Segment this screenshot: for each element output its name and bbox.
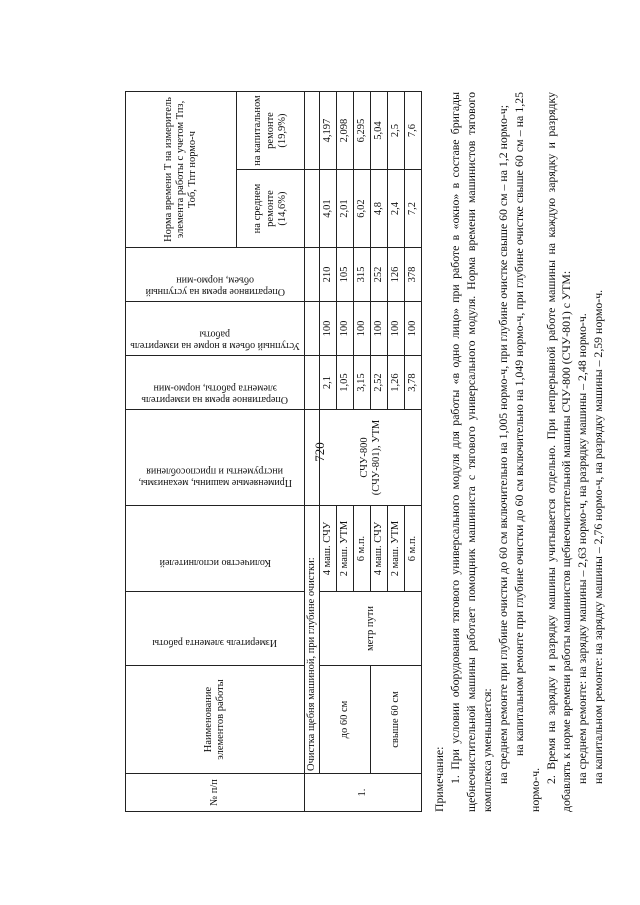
vol-cell: 100	[388, 302, 405, 356]
section-title: Очистка щебня машиной, при глубине очистки:	[305, 506, 320, 774]
opv-cell: 315	[354, 248, 371, 302]
section-filler	[305, 302, 320, 356]
note-2a: на среднем ремонте: на зарядку машины – 2,63 нормо-ч, на разрядку машины – 2,48 нормо-ч.	[575, 313, 590, 784]
header-norm-avg: на среднем ремонте (14,6%)	[237, 170, 305, 248]
op-cell: 3,15	[354, 356, 371, 410]
note-1: 1. При условии оборудования тягового универсального модуля для работы «в одно лицо» при работе в «окно» в составе бригады щебнеочистительной машины работает помощник машиниста с тягового универсального модуля. Норма времени машинистов тягового комплекса уменьшается:	[447, 92, 494, 812]
section-filler	[305, 410, 320, 506]
opv-cell: 126	[388, 248, 405, 302]
count-cell: 2 маш. УТМ	[337, 506, 354, 592]
cap-cell: 6,295	[354, 92, 371, 170]
note-1b: на капитальном ремонте при глубине очистки до 60 см включительно на 1,049 нормо-ч, при глубине очистке свыше 60 см – на 1,25 нормо-ч.	[511, 92, 542, 812]
count-cell: 6 м.п.	[354, 506, 371, 592]
cap-cell: 4,197	[320, 92, 337, 170]
op-cell: 2,1	[320, 356, 337, 410]
header-norm-group: Норма времени Т на измеритель элемента работы с учетом Тпз, Тоб, Тпт нормо-ч	[126, 92, 237, 248]
count-cell: 4 маш. СЧУ	[371, 506, 388, 592]
header-op-time: Оперативное время на измеритель элемента работы, нормо-мин	[126, 356, 305, 410]
avg-cell: 4,01	[320, 170, 337, 248]
group-name: до 60 см	[320, 666, 371, 774]
avg-cell: 4,8	[371, 170, 388, 248]
section-filler	[305, 92, 320, 170]
norms-table	[125, 91, 422, 812]
op-cell: 1,05	[337, 356, 354, 410]
header-count: Количество исполнителей	[126, 506, 305, 592]
vol-cell: 100	[320, 302, 337, 356]
page-number: 720	[312, 442, 327, 462]
header-op-time-volume: Оперативное время на уступный объем, нормо-мин	[126, 248, 305, 302]
avg-cell: 7,2	[405, 170, 422, 248]
cap-cell: 5,04	[371, 92, 388, 170]
avg-cell: 6,02	[354, 170, 371, 248]
opv-cell: 105	[337, 248, 354, 302]
header-meter: Измеритель элемента работы	[126, 592, 305, 666]
avg-cell: 2,4	[388, 170, 405, 248]
avg-cell: 2,01	[337, 170, 354, 248]
rotated-content	[125, 92, 606, 812]
note-2b: на капитальном ремонте: на зарядку машины – 2,76 нормо-ч, на разрядку машины – 2,59 нормо-ч.	[591, 289, 606, 784]
table-row	[320, 92, 337, 812]
cap-cell: 7,6	[405, 92, 422, 170]
op-cell: 2,52	[371, 356, 388, 410]
note-1a: на среднем ремонте при глубине очистки до 60 см включительно на 1,005 нормо-ч, при глубине очистке свыше 60 см – на 1,2 нормо-ч;	[495, 104, 510, 784]
vol-cell: 100	[337, 302, 354, 356]
cap-cell: 2,098	[337, 92, 354, 170]
count-cell: 4 маш. СЧУ	[320, 506, 337, 592]
count-cell: 6 м.п.	[405, 506, 422, 592]
header-num: № п/п	[126, 774, 305, 812]
notes	[432, 92, 607, 812]
section-filler	[305, 356, 320, 410]
section-filler	[305, 170, 320, 248]
header-machines: Применяемые машины, механизмы, инструменты и приспособления	[126, 410, 305, 506]
count-cell: 2 маш. УТМ	[388, 506, 405, 592]
cap-cell: 2,5	[388, 92, 405, 170]
op-cell: 3,78	[405, 356, 422, 410]
note-2: 2. Время на зарядку и разрядку машины учитывается отдельно. При непрерывной работе машины на каждую зарядку и разрядку добавлять к норме времени работы машинистов щебнеочистительной машины СЧУ-800 (СЧУ-801) с УТМ:	[543, 92, 574, 812]
header-name: Наименование элементов работы	[126, 666, 305, 774]
notes-title: Примечание:	[432, 746, 447, 812]
machines-cell: СЧУ-800 (СЧУ-801), УТМ	[320, 410, 422, 506]
vol-cell: 100	[371, 302, 388, 356]
vol-cell: 100	[354, 302, 371, 356]
meter-cell: метр пути	[320, 592, 422, 666]
vol-cell: 100	[405, 302, 422, 356]
opv-cell: 210	[320, 248, 337, 302]
header-norm-cap: на капитальном ремонте (19,9%)	[237, 92, 305, 170]
item-number: 1.	[305, 774, 422, 812]
op-cell: 1,26	[388, 356, 405, 410]
opv-cell: 378	[405, 248, 422, 302]
section-filler	[305, 248, 320, 302]
opv-cell: 252	[371, 248, 388, 302]
header-volume: Уступный объем в норме на измеритель работы	[126, 302, 305, 356]
group-name: свыше 60 см	[371, 666, 422, 774]
